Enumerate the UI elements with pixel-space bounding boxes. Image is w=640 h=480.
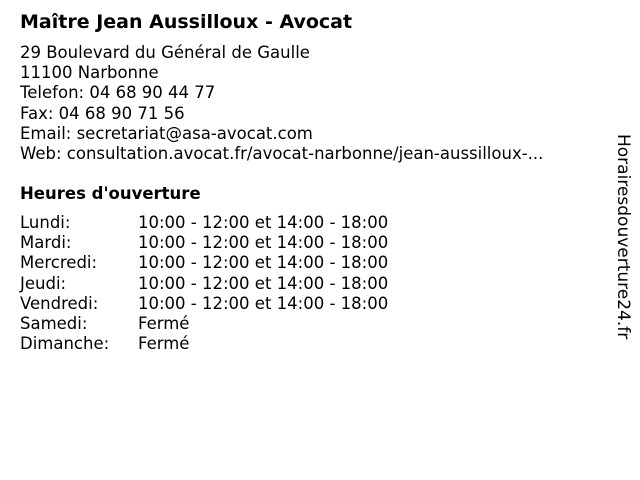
hours-time: Fermé (138, 313, 190, 333)
hours-day: Jeudi: (20, 273, 67, 293)
fax-number: Fax: 04 68 90 71 56 (20, 103, 185, 123)
hours-time: 10:00 - 12:00 et 14:00 - 18:00 (138, 233, 389, 253)
hours-day: Samedi: (20, 313, 88, 333)
hours-time: Fermé (138, 334, 190, 354)
hours-day: Vendredi: (20, 293, 99, 313)
hours-day: Mercredi: (20, 253, 98, 273)
site-watermark (612, 134, 634, 374)
hours-time: 10:00 - 12:00 et 14:00 - 18:00 (138, 253, 389, 273)
hours-day: Dimanche: (20, 334, 110, 354)
hours-time: 10:00 - 12:00 et 14:00 - 18:00 (138, 213, 389, 232)
opening-hours-heading: Heures d'ouverture (20, 184, 201, 203)
street-address: 29 Boulevard du Général de Gaulle (20, 43, 310, 62)
watermark-text: Horairesdouverture24.fr (613, 134, 633, 340)
hours-time: 10:00 - 12:00 et 14:00 - 18:00 (138, 293, 389, 313)
hours-day: Lundi: (20, 213, 71, 232)
contact-block (20, 43, 543, 164)
phone-number: Telefon: 04 68 90 44 77 (20, 83, 216, 103)
page-title: Maître Jean Aussilloux - Avocat (20, 11, 353, 33)
hours-day: Mardi: (20, 233, 72, 253)
hours-time: 10:00 - 12:00 et 14:00 - 18:00 (138, 273, 389, 293)
website-url: Web: consultation.avocat.fr/avocat-narbonne/jean-aussilloux-... (20, 143, 544, 163)
email-address: Email: secretariat@asa-avocat.com (20, 123, 313, 143)
city-address: 11100 Narbonne (20, 63, 159, 83)
